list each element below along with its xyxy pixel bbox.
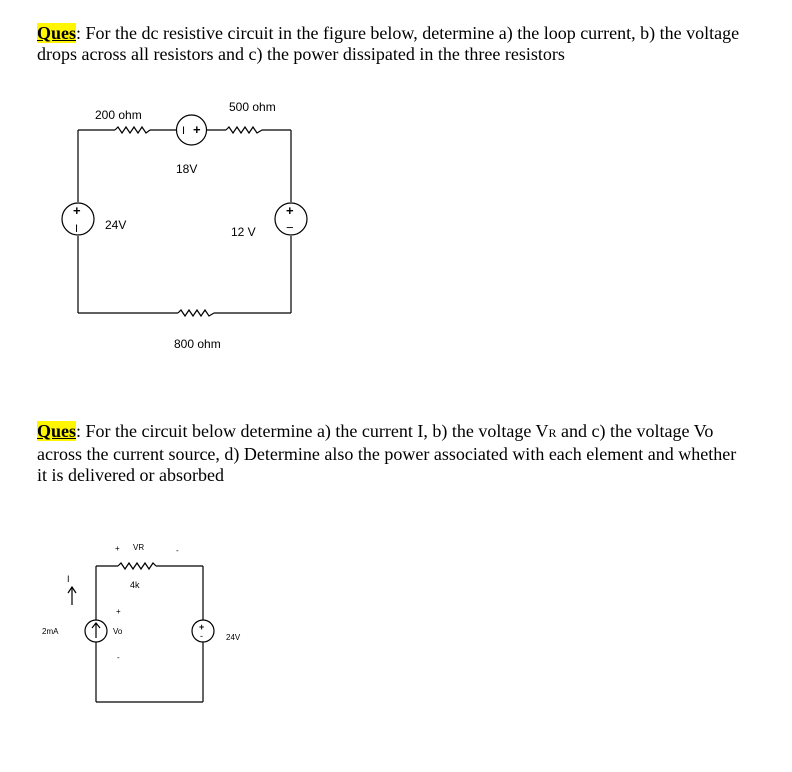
question-2-text-b: and c) the voltage Vo across the current source, d) Determine also the power associated with each element and whether it is delivered or absorbed xyxy=(37,421,737,485)
c2-current-arrow xyxy=(68,587,76,605)
c1-24v-plus: + xyxy=(73,203,81,218)
circuit-1 xyxy=(62,115,307,316)
c1-resistor-800 xyxy=(178,310,214,316)
circuit-2 xyxy=(68,563,214,702)
c1-source-18v xyxy=(177,115,207,145)
c1-18v-plus: + xyxy=(193,122,201,137)
c1-label-12v: 12 V xyxy=(231,225,256,239)
c2-label-i: I xyxy=(67,574,70,584)
c2-24v-plus: + xyxy=(199,622,205,632)
c1-label-200: 200 ohm xyxy=(95,108,142,122)
c2-vo-plus: + xyxy=(116,607,121,616)
c1-label-800: 800 ohm xyxy=(174,337,221,351)
c1-label-24v: 24V xyxy=(105,218,127,232)
c1-18v-minus: I xyxy=(182,125,186,137)
c2-label-vo: Vo xyxy=(113,627,123,636)
c1-resistor-500 xyxy=(226,127,262,133)
c2-vo-minus: - xyxy=(117,653,120,662)
question-2-label: Ques xyxy=(37,421,77,441)
question-2-subscript: R xyxy=(548,426,557,440)
c1-resistor-200 xyxy=(115,127,150,133)
c1-label-500: 500 ohm xyxy=(229,100,276,114)
c2-resistor-4k xyxy=(118,563,156,569)
c1-label-18v: 18V xyxy=(176,162,198,176)
c1-24v-minus: I xyxy=(75,223,79,235)
question-1-text: : For the dc resistive circuit in the figure below, determine a) the loop current, b) the voltage drops across all resistors and c) the power dissipated in the three resistors xyxy=(37,23,740,64)
c2-label-4k: 4k xyxy=(130,580,140,590)
c2-label-24v: 24V xyxy=(226,633,241,642)
c1-12v-plus: + xyxy=(286,203,294,218)
c1-12v-minus: − xyxy=(286,220,294,235)
c2-label-vr: VR xyxy=(133,543,145,552)
question-2-text-a: : For the circuit below determine a) the current I, b) the voltage V xyxy=(76,421,549,441)
c2-vr-plus: + xyxy=(115,544,120,553)
c2-current-source-arrow xyxy=(92,623,100,638)
c2-vr-minus: - xyxy=(176,546,179,555)
c2-label-2ma: 2mA xyxy=(42,627,59,636)
question-1-label: Ques xyxy=(37,23,77,43)
c2-24v-minus: - xyxy=(200,631,203,641)
